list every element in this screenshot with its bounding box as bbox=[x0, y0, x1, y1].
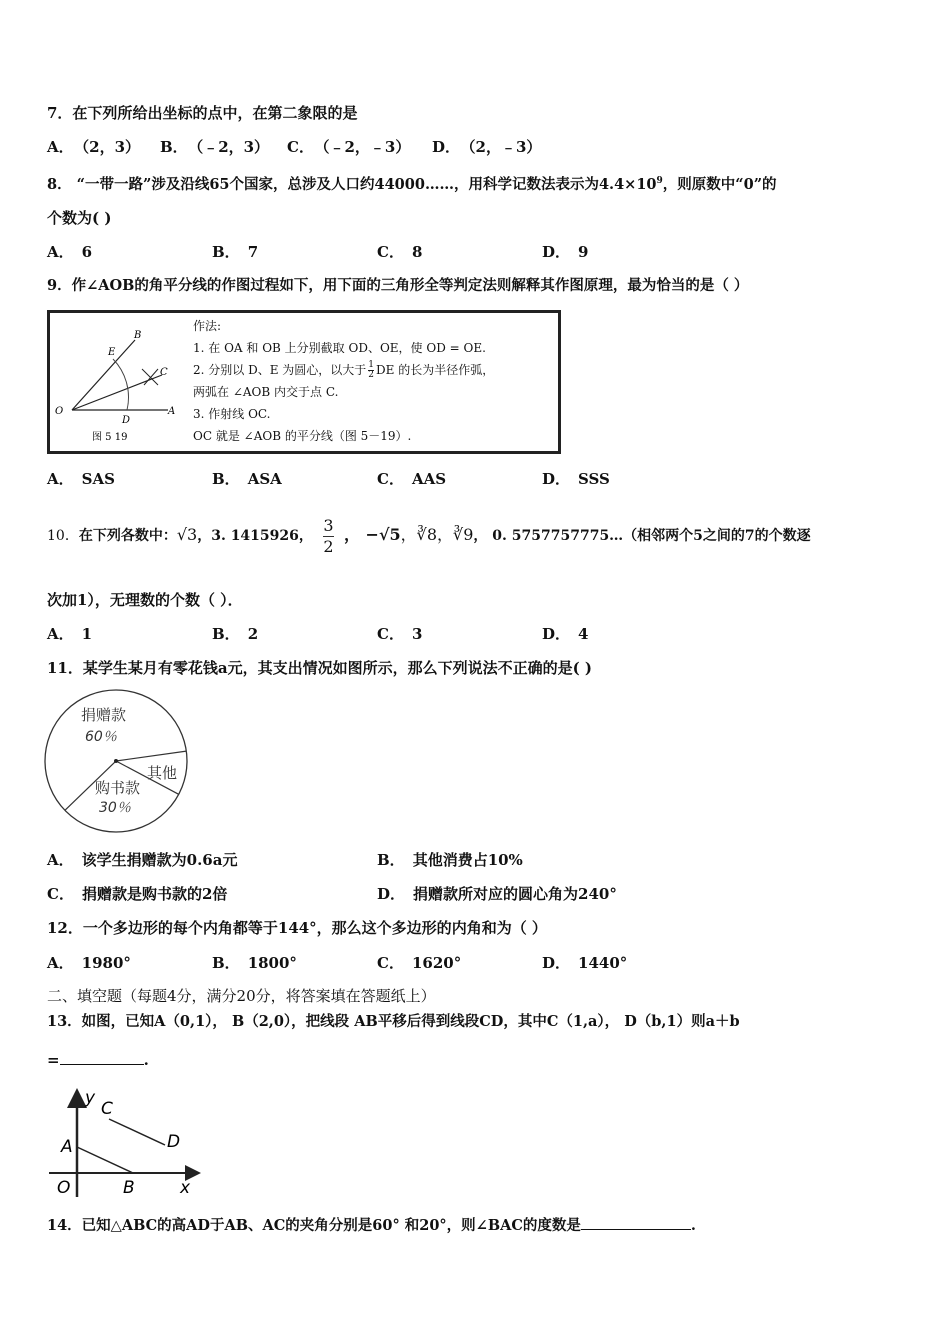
q8-stem-line2: 个数为( ) bbox=[47, 209, 112, 227]
q9-option-d: D． SSS bbox=[542, 470, 610, 488]
q11-option-c: C． 捐赠款是购书款的2倍 bbox=[47, 885, 228, 903]
q12-stem: 12．一个多边形的每个内角都等于144°，那么这个多边形的内角和为（ ） bbox=[47, 919, 547, 937]
point-d-label: D bbox=[167, 1132, 181, 1152]
point-b-label: B bbox=[123, 1178, 135, 1198]
answer-blank[interactable] bbox=[60, 1064, 144, 1065]
q11-option-a: A． 该学生捐赠款为0.6a元 bbox=[47, 851, 238, 869]
origin-label: O bbox=[57, 1178, 71, 1198]
q9-option-c: C． AAS bbox=[377, 470, 447, 488]
q7-option-c: C． （﹣2，﹣3） bbox=[287, 138, 411, 156]
q13-answer-line: = . bbox=[47, 1051, 149, 1069]
q8-option-b: B． 7 bbox=[212, 243, 259, 261]
q12-option-b: B． 1800° bbox=[212, 954, 297, 972]
fraction-3-2: $\frac{3}{2}$ bbox=[323, 515, 334, 556]
q9-option-a: A． SAS bbox=[47, 470, 115, 488]
q12-option-c: C． 1620° bbox=[377, 954, 462, 972]
section-title: 二、填空题（每题4分，满分20分，将答案填在答题纸上） bbox=[47, 987, 436, 1005]
q12-option-d: D． 1440° bbox=[542, 954, 628, 972]
pie-slice-label: 购书款 bbox=[95, 779, 141, 797]
q10-stem-line2: 次加1），无理数的个数（ ）． bbox=[47, 591, 243, 609]
pie-slice-label: 捐赠款 bbox=[81, 706, 127, 724]
answer-blank-14[interactable] bbox=[581, 1229, 691, 1230]
q10-option-d: D． 4 bbox=[542, 625, 589, 643]
label-e: E bbox=[108, 347, 116, 358]
q10-option-a: A． 1 bbox=[47, 625, 93, 643]
q11-option-b: B． 其他消费占10% bbox=[377, 851, 523, 869]
q7-stem: 7．在下列所给出坐标的点中，在第二象限的是 bbox=[47, 104, 358, 122]
label-a: A bbox=[168, 406, 176, 417]
label-b: B bbox=[134, 330, 142, 341]
pie-slice-percent: 60％ bbox=[85, 729, 117, 745]
q7-option-a: A． （2，3） bbox=[47, 138, 141, 156]
q9-stem: 9．作∠AOB的角平分线的作图过程如下，用下面的三角形全等判定法则解释其作图原理，最为恰当的是（ ） bbox=[47, 277, 749, 294]
point-a-label: A bbox=[61, 1137, 73, 1157]
translation-diagram bbox=[47, 1085, 207, 1200]
point-c-label: C bbox=[101, 1099, 113, 1119]
q8-stem: 8． “一带一路”涉及沿线65个国家，总涉及人口约44000……，用科学记数法表示为$4.4\times 10^9$，则原数中“0”的 bbox=[47, 175, 777, 193]
label-o: O bbox=[55, 406, 64, 417]
q7-option-d: D． （2，﹣3） bbox=[432, 138, 542, 156]
construction-step-2: 2. 分别以 D、E 为圆心，以大于 $\frac{1}{2}$ DE 的长为半径作弧， bbox=[193, 360, 495, 380]
q8-option-a: A． 6 bbox=[47, 243, 93, 261]
pie-slice-percent: 30％ bbox=[99, 800, 131, 816]
label-c: C bbox=[160, 367, 168, 378]
sqrt-3: √3 bbox=[176, 525, 198, 544]
q7-option-b: B． （﹣2，3） bbox=[160, 138, 270, 156]
construction-step-2-cont: 两弧在 ∠AOB 内交于点 C. bbox=[193, 385, 339, 399]
q8-option-c: C． 8 bbox=[377, 243, 423, 261]
angle-bisector-diagram bbox=[50, 313, 200, 451]
q9-figure bbox=[47, 310, 561, 454]
spending-pie-chart bbox=[43, 688, 193, 838]
q10-stem: 10．在下列各数中：√3，3. 1415926， $\frac{3}{2}$ ， −√5，∛8，∛9， 0. 5757757775…（相邻两个5之间的7的个数逐 bbox=[47, 515, 811, 556]
q12-option-a: A． 1980° bbox=[47, 954, 131, 972]
q10-option-c: C． 3 bbox=[377, 625, 423, 643]
q11-stem: 11．某学生某月有零花钱a元，其支出情况如图所示，那么下列说法不正确的是( ) bbox=[47, 659, 593, 677]
figure-caption: 图 5 19 bbox=[92, 432, 128, 443]
construction-step-1: 1. 在 OA 和 OB 上分别截取 OD、OE，使 OD = OE. bbox=[193, 341, 486, 355]
y-axis-label: y bbox=[85, 1088, 96, 1108]
q8-option-d: D． 9 bbox=[542, 243, 589, 261]
x-axis-label: x bbox=[180, 1178, 191, 1198]
pie-center bbox=[114, 759, 118, 763]
construction-header: 作法: bbox=[193, 319, 222, 333]
q10-option-b: B． 2 bbox=[212, 625, 259, 643]
label-d: D bbox=[122, 415, 131, 426]
construction-conclusion: OC 就是 ∠AOB 的平分线（图 5－19）. bbox=[193, 429, 412, 443]
q14-stem: 14．已知△ABC的高AD于AB、AC的夹角分别是60° 和20°，则∠BAC的度数是 . bbox=[47, 1217, 696, 1234]
q11-option-d: D． 捐赠款所对应的圆心角为240° bbox=[377, 885, 617, 903]
q13-stem: 13．如图，已知A（0,1）， B（2,0），把线段 AB平移后得到线段CD，其中C（1,a）， D（b,1）则a＋b bbox=[47, 1013, 740, 1030]
pie-slice-label: 其他 bbox=[147, 764, 178, 782]
q9-option-b: B． ASA bbox=[212, 470, 282, 488]
construction-step-3: 3. 作射线 OC. bbox=[193, 407, 271, 421]
